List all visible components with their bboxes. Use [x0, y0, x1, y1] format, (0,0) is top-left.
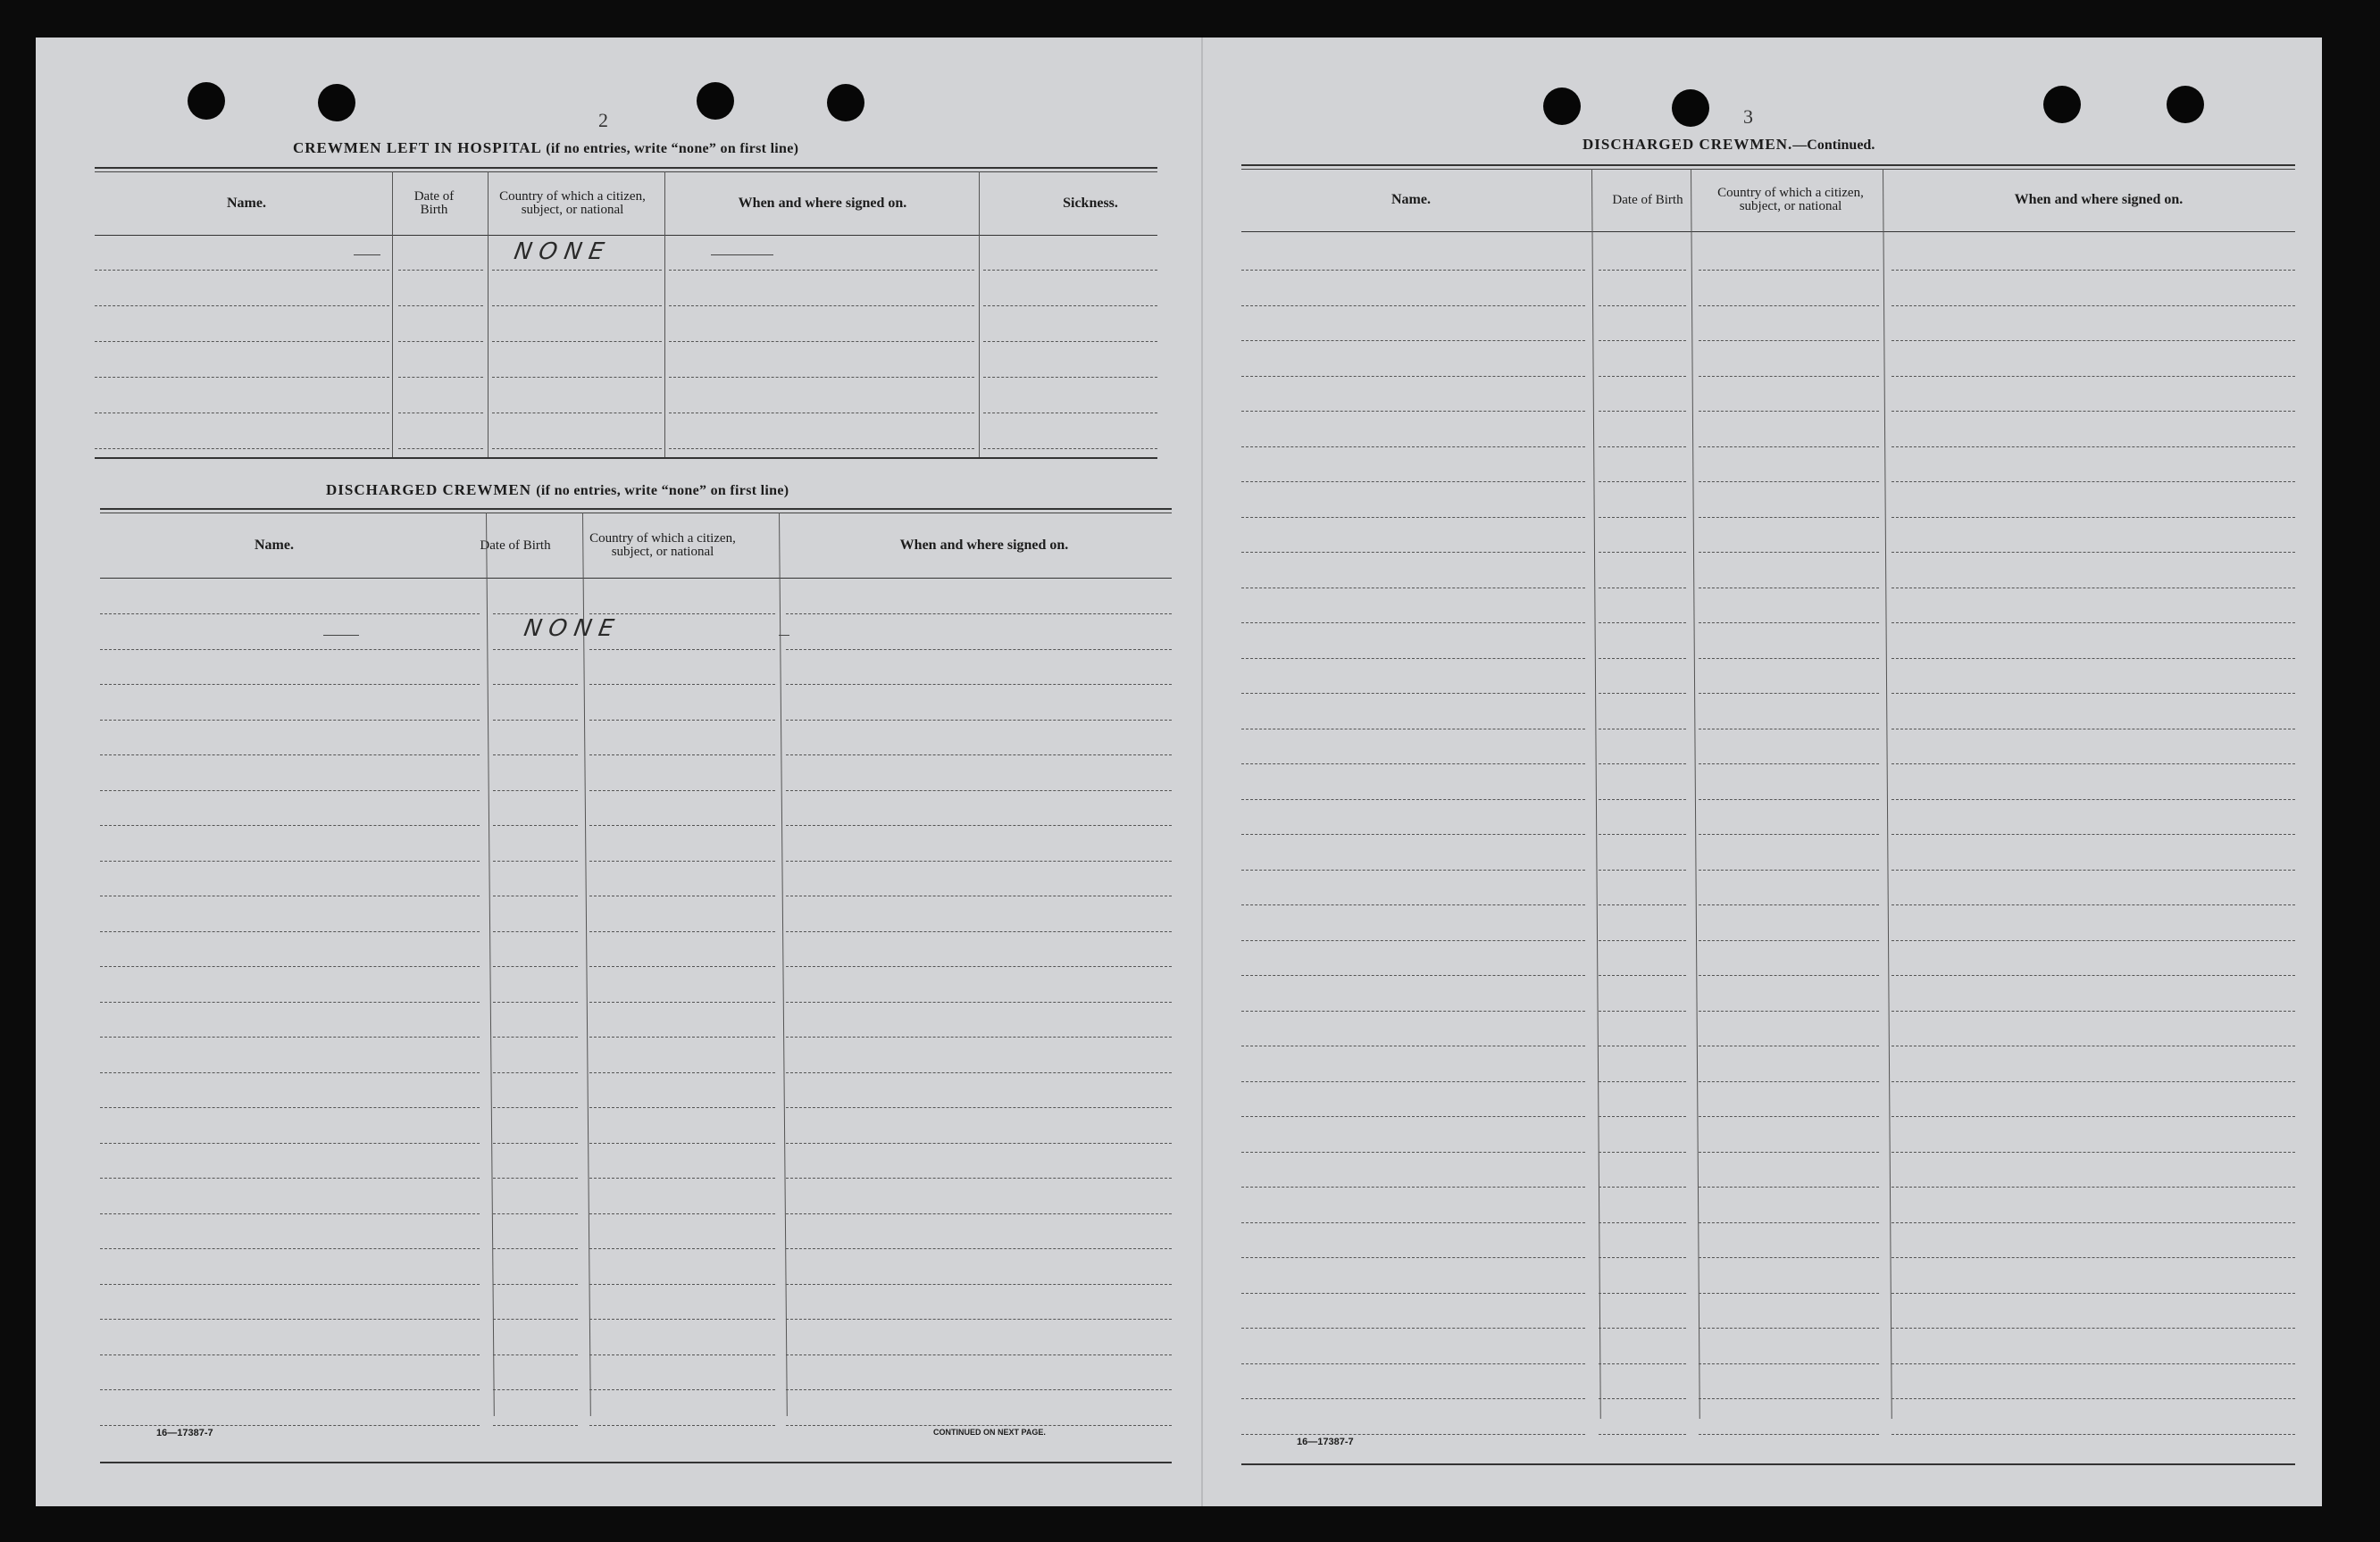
col-header-date-of-birth: Date of Birth — [480, 538, 551, 553]
ruled-line — [100, 1425, 480, 1426]
ruled-line — [1891, 870, 2295, 871]
ruled-line — [100, 931, 480, 932]
discharged-table-left — [100, 508, 1172, 1472]
ruled-line — [100, 1037, 480, 1038]
ruled-line — [786, 1178, 1172, 1179]
ruled-line — [1599, 763, 1686, 764]
ruled-line — [786, 1354, 1172, 1355]
ruled-line — [493, 754, 578, 755]
ruled-line — [1599, 1363, 1686, 1364]
ruled-line — [1699, 1222, 1879, 1223]
ruled-line — [1891, 622, 2295, 623]
ruled-line — [589, 790, 775, 791]
ruled-line — [1699, 693, 1879, 694]
ruled-line — [100, 684, 480, 685]
ruled-line — [786, 613, 1172, 614]
ruled-line — [1699, 834, 1879, 835]
ruled-line — [1241, 1434, 1585, 1435]
ruled-line — [1891, 552, 2295, 553]
punch-hole — [1672, 89, 1709, 127]
ruled-line — [786, 1107, 1172, 1108]
ruled-line — [100, 966, 480, 967]
col-header-name: Name. — [227, 196, 266, 211]
ruled-line — [1699, 904, 1879, 905]
ruled-line — [493, 1072, 578, 1073]
ruled-line — [1699, 622, 1879, 623]
ruled-line — [1891, 1116, 2295, 1117]
ruled-line — [1699, 1328, 1879, 1329]
form-number-left: 16—17387-7 — [156, 1428, 213, 1438]
ruled-line — [1699, 446, 1879, 447]
ruled-line — [786, 684, 1172, 685]
ruled-line — [1599, 1257, 1686, 1258]
ruled-line — [786, 1389, 1172, 1390]
ruled-line — [493, 931, 578, 932]
ruled-line — [493, 1284, 578, 1285]
ruled-line — [1599, 305, 1686, 306]
ruled-line — [1599, 870, 1686, 871]
ruled-line — [1241, 1363, 1585, 1364]
ruled-line — [589, 1425, 775, 1426]
ruled-line — [1891, 799, 2295, 800]
ruled-line — [493, 1143, 578, 1144]
ruled-line — [493, 1425, 578, 1426]
ruled-line — [1241, 870, 1585, 871]
col-header-name: Name. — [1391, 192, 1431, 207]
ruled-line — [493, 1354, 578, 1355]
ruled-line — [1599, 340, 1686, 341]
document-sheet — [36, 38, 2322, 1506]
ruled-line — [589, 1248, 775, 1249]
ruled-line — [1599, 1187, 1686, 1188]
page-number-right: 3 — [1743, 105, 1753, 128]
ruled-line — [1241, 1328, 1585, 1329]
ruled-line — [1699, 658, 1879, 659]
ruled-line — [1241, 1257, 1585, 1258]
ruled-line — [1891, 1152, 2295, 1153]
ruled-line — [1241, 517, 1585, 518]
ruled-line — [1699, 340, 1879, 341]
discharged-continued-title: DISCHARGED CREWMEN.—Continued. — [1582, 136, 1875, 153]
ruled-line — [1891, 411, 2295, 412]
ruled-line — [1891, 446, 2295, 447]
ruled-line — [1599, 1011, 1686, 1012]
ruled-line — [100, 754, 480, 755]
ruled-line — [493, 1178, 578, 1179]
ruled-line — [100, 790, 480, 791]
ruled-line — [1891, 1328, 2295, 1329]
ruled-line — [786, 825, 1172, 826]
ruled-line — [1599, 1434, 1686, 1435]
ruled-line — [1241, 1293, 1585, 1294]
punch-hole — [827, 84, 864, 121]
ruled-line — [100, 1178, 480, 1179]
ruled-line — [1241, 1222, 1585, 1223]
ruled-line — [493, 684, 578, 685]
ruled-line — [1599, 1152, 1686, 1153]
ruled-line — [1241, 1011, 1585, 1012]
ruled-line — [493, 861, 578, 862]
ruled-line — [1699, 1293, 1879, 1294]
ruled-line — [1891, 904, 2295, 905]
page-fold — [1201, 38, 1203, 1506]
ruled-line — [1699, 1152, 1879, 1153]
ruled-line — [786, 1143, 1172, 1144]
ruled-line — [1699, 1257, 1879, 1258]
ruled-line — [786, 861, 1172, 862]
ruled-line — [1699, 481, 1879, 482]
ruled-line — [493, 720, 578, 721]
ruled-line — [100, 1213, 480, 1214]
ruled-line — [589, 649, 775, 650]
ruled-line — [1699, 1081, 1879, 1082]
ruled-line — [1599, 1222, 1686, 1223]
ruled-line — [1241, 799, 1585, 800]
ruled-line — [100, 1002, 480, 1003]
ruled-line — [1891, 517, 2295, 518]
ruled-line — [493, 1037, 578, 1038]
ruled-line — [1891, 1363, 2295, 1364]
ruled-line — [589, 1389, 775, 1390]
ruled-line — [100, 649, 480, 650]
ruled-line — [100, 825, 480, 826]
col-header-sickness: Sickness. — [1063, 196, 1118, 211]
ruled-line — [589, 1354, 775, 1355]
punch-hole — [188, 82, 225, 120]
ruled-line — [100, 1143, 480, 1144]
ruled-line — [1599, 481, 1686, 482]
ruled-line — [1241, 1081, 1585, 1082]
ruled-line — [1599, 975, 1686, 976]
ruled-line — [589, 931, 775, 932]
ruled-line — [100, 861, 480, 862]
punch-hole — [2043, 86, 2081, 123]
ruled-line — [100, 1389, 480, 1390]
ruled-line — [1699, 1187, 1879, 1188]
ruled-line — [493, 1389, 578, 1390]
ruled-line — [1891, 1293, 2295, 1294]
ruled-line — [493, 966, 578, 967]
ruled-line — [1699, 517, 1879, 518]
punch-hole — [697, 82, 734, 120]
col-header-signed-on: When and where signed on. — [899, 538, 1069, 553]
ruled-line — [589, 754, 775, 755]
ruled-line — [1891, 658, 2295, 659]
ruled-line — [1599, 552, 1686, 553]
ruled-line — [786, 931, 1172, 932]
ruled-line — [493, 1319, 578, 1320]
ruled-line — [786, 1213, 1172, 1214]
ruled-line — [1599, 940, 1686, 941]
ruled-line — [1699, 270, 1879, 271]
ruled-line — [1241, 481, 1585, 482]
handwritten-none-discharged: NONE — [522, 615, 623, 642]
ruled-line — [1241, 340, 1585, 341]
ruled-line — [1699, 799, 1879, 800]
ruled-line — [1891, 1187, 2295, 1188]
ruled-line — [1599, 517, 1686, 518]
ruled-line — [1699, 376, 1879, 377]
ruled-line — [589, 825, 775, 826]
ruled-line — [1599, 376, 1686, 377]
ruled-line — [1699, 763, 1879, 764]
ruled-line — [1699, 305, 1879, 306]
ruled-line — [493, 1107, 578, 1108]
ruled-line — [1699, 975, 1879, 976]
ruled-line — [786, 1248, 1172, 1249]
col-header-country: Country of which a citizen, subject, or national — [1717, 186, 1864, 213]
punch-hole — [2167, 86, 2204, 123]
ruled-line — [100, 1319, 480, 1320]
ruled-line — [786, 1002, 1172, 1003]
ruled-line — [786, 1425, 1172, 1426]
ruled-line — [493, 790, 578, 791]
ruled-line — [1599, 270, 1686, 271]
ruled-line — [1891, 1434, 2295, 1435]
ruled-line — [786, 1319, 1172, 1320]
ruled-line — [589, 613, 775, 614]
ruled-line — [1241, 1398, 1585, 1399]
ruled-line — [1241, 376, 1585, 377]
ruled-line — [1699, 411, 1879, 412]
ruled-line — [1599, 1398, 1686, 1399]
ruled-line — [100, 613, 480, 614]
ruled-line — [1241, 658, 1585, 659]
ruled-line — [1599, 1293, 1686, 1294]
hospital-section-title: CREWMEN LEFT IN HOSPITAL (if no entries, write “none” on first line) — [293, 139, 799, 156]
ruled-line — [786, 720, 1172, 721]
ruled-line — [1891, 1222, 2295, 1223]
ruled-line — [1241, 975, 1585, 976]
ruled-line — [1241, 552, 1585, 553]
col-header-name: Name. — [255, 538, 294, 553]
continued-note: CONTINUED ON NEXT PAGE. — [933, 1428, 1046, 1437]
ruled-line — [100, 1248, 480, 1249]
ruled-line — [1599, 904, 1686, 905]
ruled-line — [1599, 1081, 1686, 1082]
ruled-line — [1241, 1187, 1585, 1188]
form-number-right: 16—17387-7 — [1297, 1437, 1354, 1447]
ruled-line — [1599, 1116, 1686, 1117]
ruled-line — [1891, 1081, 2295, 1082]
ruled-line — [1241, 834, 1585, 835]
ruled-line — [589, 966, 775, 967]
ruled-line — [1241, 763, 1585, 764]
ruled-line — [1699, 940, 1879, 941]
col-header-date-of-birth: Date of Birth — [1612, 192, 1683, 207]
ruled-line — [589, 1284, 775, 1285]
ruled-line — [1891, 340, 2295, 341]
ruled-line — [786, 1072, 1172, 1073]
ruled-line — [589, 1178, 775, 1179]
ruled-line — [589, 720, 775, 721]
ruled-line — [1599, 693, 1686, 694]
ruled-line — [1241, 693, 1585, 694]
col-header-country: Country of which a citizen, subject, or national — [589, 531, 736, 559]
ruled-line — [1891, 270, 2295, 271]
ruled-line — [1241, 1152, 1585, 1153]
ruled-line — [786, 1037, 1172, 1038]
handwritten-none-hospital: NONE — [512, 238, 614, 265]
discharged-table-right — [1241, 164, 2295, 1468]
ruled-line — [1891, 763, 2295, 764]
ruled-line — [589, 1107, 775, 1108]
ruled-line — [589, 1072, 775, 1073]
ruled-line — [493, 613, 578, 614]
ruled-line — [1241, 622, 1585, 623]
ruled-line — [1241, 270, 1585, 271]
ruled-line — [1699, 870, 1879, 871]
ruled-line — [100, 1354, 480, 1355]
ruled-line — [589, 1143, 775, 1144]
ruled-line — [1891, 305, 2295, 306]
ruled-line — [1241, 305, 1585, 306]
ruled-line — [1699, 1398, 1879, 1399]
ruled-line — [1891, 940, 2295, 941]
col-header-date-of-birth: Date of Birth — [413, 189, 455, 217]
ruled-line — [589, 1319, 775, 1320]
ruled-line — [786, 754, 1172, 755]
ruled-line — [1891, 376, 2295, 377]
ruled-line — [1699, 1011, 1879, 1012]
ruled-line — [1891, 481, 2295, 482]
ruled-line — [100, 1107, 480, 1108]
ruled-line — [786, 790, 1172, 791]
col-header-signed-on: When and where signed on. — [2014, 192, 2184, 207]
ruled-line — [1599, 411, 1686, 412]
ruled-line — [1891, 1011, 2295, 1012]
ruled-line — [1241, 446, 1585, 447]
ruled-line — [1891, 834, 2295, 835]
ruled-line — [1891, 693, 2295, 694]
ruled-line — [786, 649, 1172, 650]
ruled-line — [589, 1002, 775, 1003]
ruled-line — [493, 1248, 578, 1249]
ruled-line — [100, 1072, 480, 1073]
ruled-line — [100, 720, 480, 721]
ruled-line — [1599, 446, 1686, 447]
ruled-line — [493, 825, 578, 826]
ruled-line — [786, 966, 1172, 967]
ruled-line — [1599, 799, 1686, 800]
ruled-line — [100, 1284, 480, 1285]
punch-hole — [318, 84, 355, 121]
col-header-signed-on: When and where signed on. — [738, 196, 907, 211]
ruled-line — [1241, 940, 1585, 941]
ruled-line — [1699, 1363, 1879, 1364]
ruled-line — [1699, 1116, 1879, 1117]
punch-hole — [1543, 88, 1581, 125]
ruled-line — [589, 861, 775, 862]
ruled-line — [1699, 552, 1879, 553]
ruled-line — [589, 1213, 775, 1214]
ruled-line — [1891, 975, 2295, 976]
ruled-line — [493, 1002, 578, 1003]
ruled-line — [493, 1213, 578, 1214]
col-header-country: Country of which a citizen, subject, or national — [499, 189, 646, 217]
ruled-line — [786, 1284, 1172, 1285]
ruled-line — [589, 1037, 775, 1038]
page-number-left: 2 — [598, 109, 608, 131]
ruled-line — [1891, 1257, 2295, 1258]
ruled-line — [1599, 834, 1686, 835]
ruled-line — [1599, 1328, 1686, 1329]
ruled-line — [1599, 622, 1686, 623]
ruled-line — [1599, 658, 1686, 659]
ruled-line — [1891, 1398, 2295, 1399]
ruled-line — [1241, 904, 1585, 905]
ruled-line — [589, 684, 775, 685]
ruled-line — [1699, 1434, 1879, 1435]
discharged-section-title: DISCHARGED CREWMEN (if no entries, write “none” on first line) — [326, 481, 789, 498]
ruled-line — [1241, 411, 1585, 412]
ruled-line — [493, 649, 578, 650]
ruled-line — [1241, 1116, 1585, 1117]
hospital-table — [95, 167, 1157, 497]
